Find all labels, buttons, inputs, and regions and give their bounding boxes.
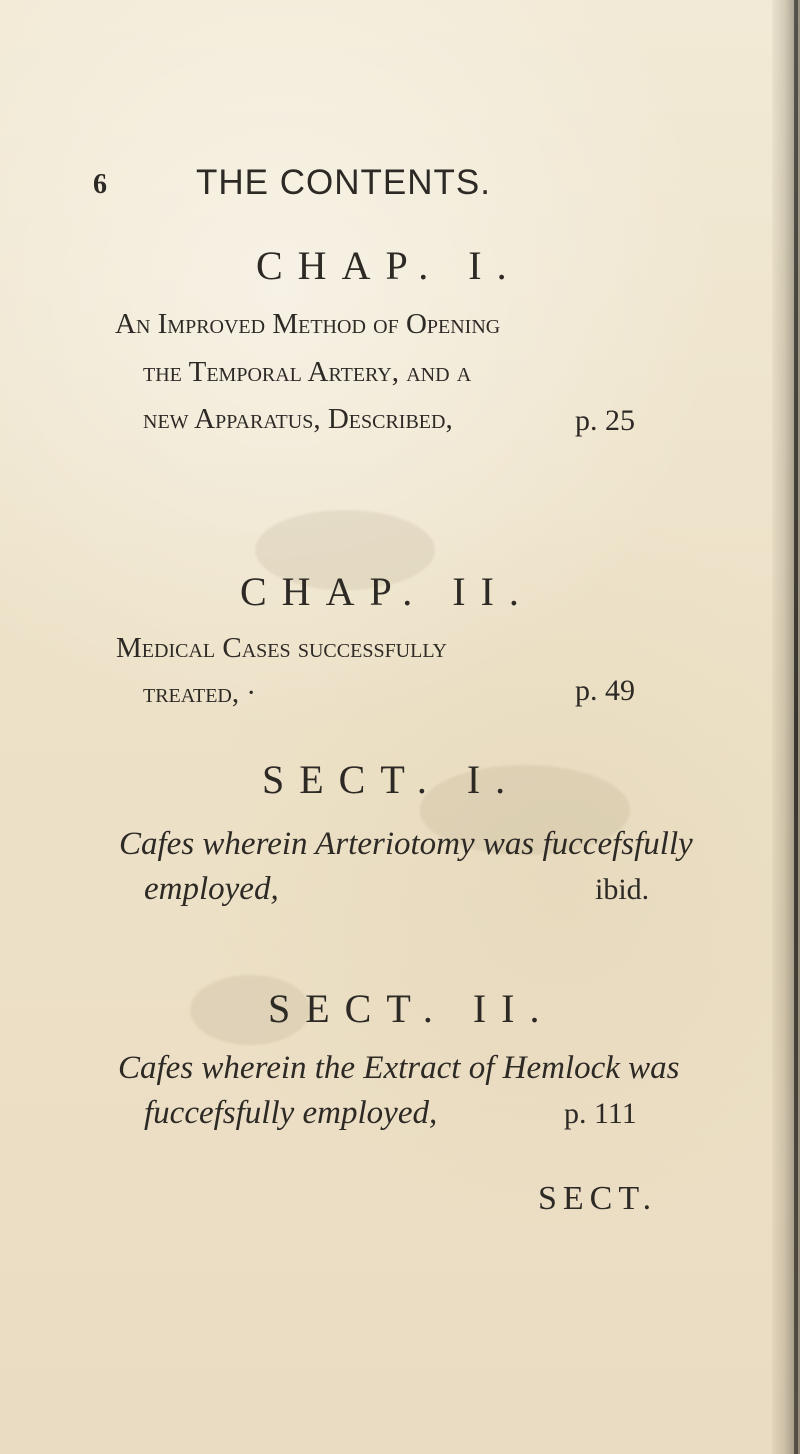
- page-number: 6: [93, 169, 107, 200]
- section-2-page-ref: p. 111: [564, 1097, 637, 1130]
- section-1-page-ref: ibid.: [595, 873, 650, 906]
- section-2-line-2: fuccefsfully employed,: [144, 1095, 438, 1131]
- chapter-1-title-line-2: the Temporal Artery, and a: [143, 356, 472, 388]
- section-heading-1: SECT. I.: [262, 757, 521, 802]
- section-1-line-1: Cafes wherein Arteriotomy was fuccefsfully: [119, 826, 693, 862]
- section-1-line-2: employed,: [144, 871, 279, 907]
- chapter-2-title-line-1: Medical Cases successfully: [116, 632, 448, 664]
- page-title: THE CONTENTS.: [196, 163, 491, 202]
- chapter-heading-2: CHAP. II.: [240, 569, 534, 614]
- page-edge: [772, 0, 800, 1454]
- chapter-1-title-line-1: An Improved Method of Opening: [115, 308, 501, 340]
- chapter-heading-1: CHAP. I.: [256, 243, 522, 288]
- section-2-line-1: Cafes wherein the Extract of Hemlock was: [118, 1050, 680, 1086]
- section-heading-2: SECT. II.: [268, 986, 555, 1031]
- chapter-2-title-line-2: treated, ·: [143, 677, 257, 709]
- chapter-1-page-ref: p. 25: [575, 404, 635, 437]
- chapter-1-title-line-3: new Apparatus, Described,: [143, 403, 453, 435]
- catchword: SECT.: [538, 1180, 658, 1217]
- chapter-2-page-ref: p. 49: [575, 674, 635, 707]
